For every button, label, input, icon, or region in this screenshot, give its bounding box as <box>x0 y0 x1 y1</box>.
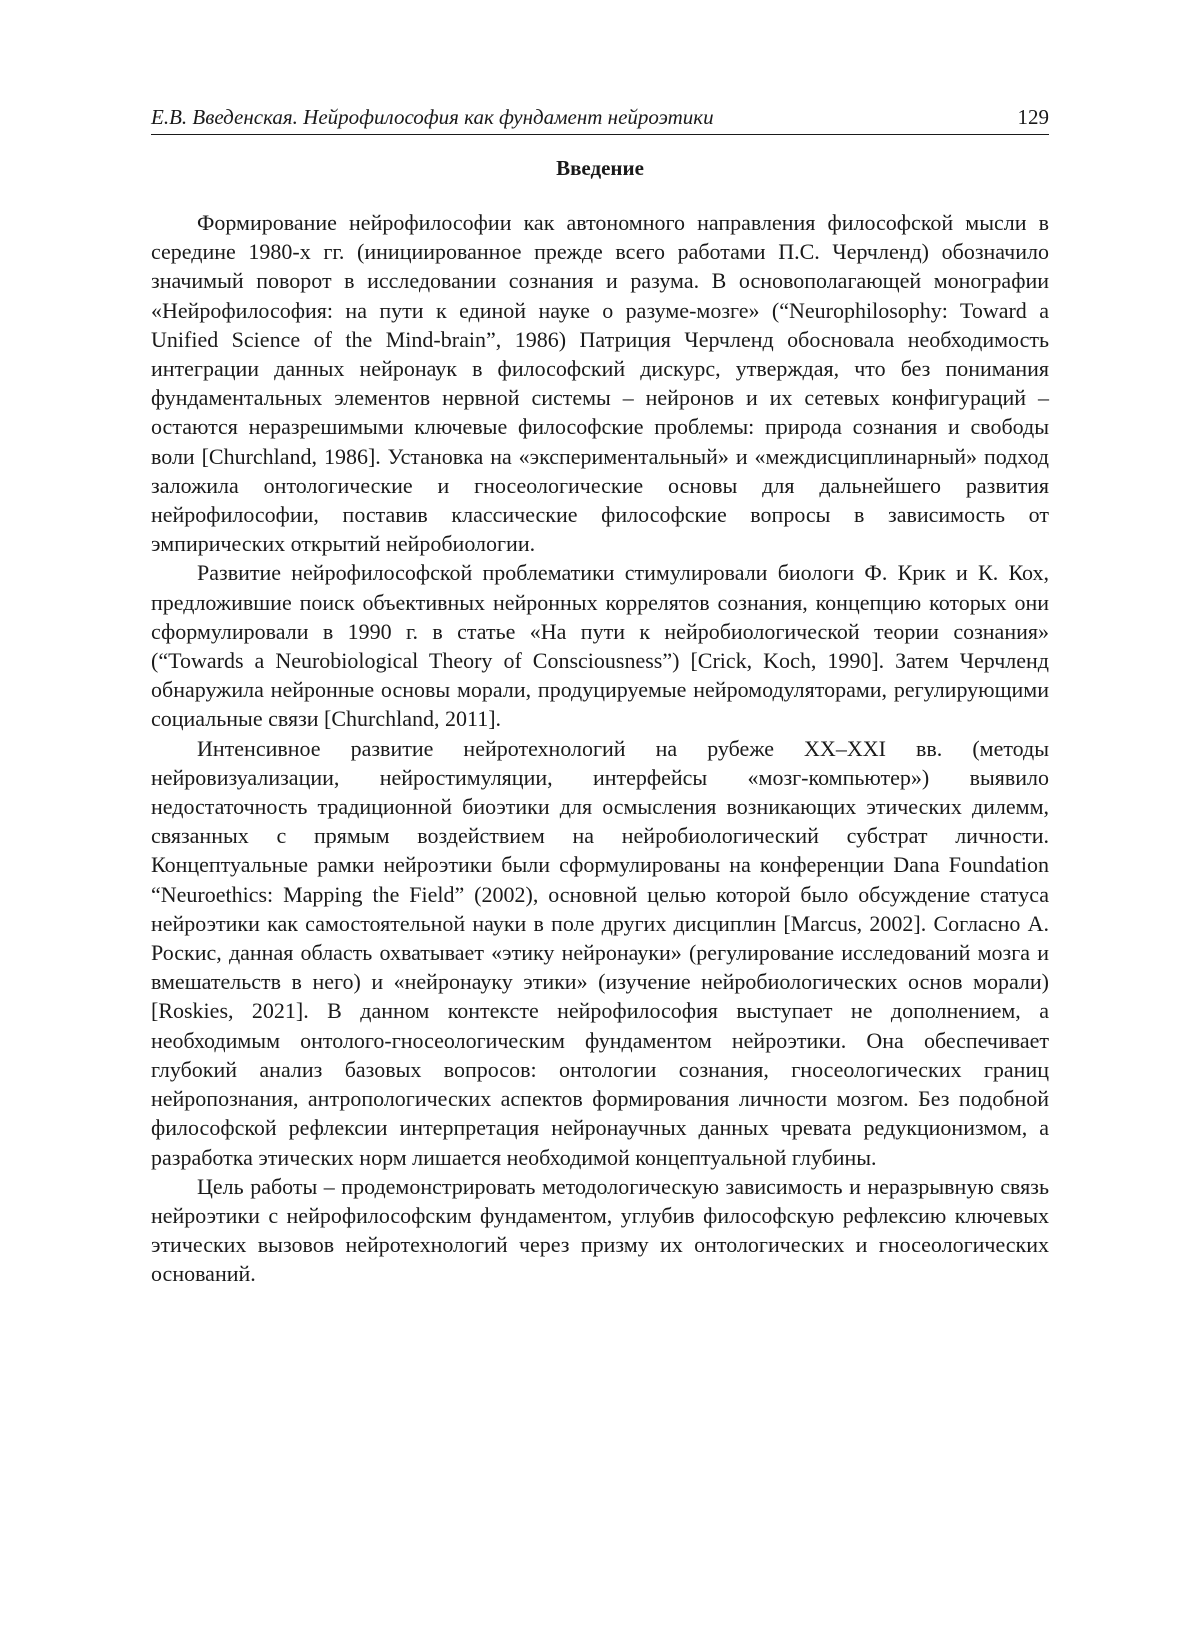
section-title: Введение <box>556 156 644 180</box>
running-title: Е.В. Введенская. Нейрофилософия как фундамент нейроэтики <box>151 105 714 129</box>
paragraph: Развитие нейрофилософской проблематики стимулировали биологи Ф. Крик и К. Кох, предложившие поиск объективных нейронных коррелятов сознания, концепцию которых они сформулировали в 1990 г. в статье «На пути к нейробиологической теории сознания» (“Towards a Neurobiological Theory of Consciousness”) [Crick, Koch, 1990]. Затем Черчленд обнаружила нейронные основы морали, продуцируемые нейромодуляторами, регулирующими социальные связи [Churchland, 2011]. <box>151 560 1049 732</box>
running-header <box>151 104 1049 135</box>
paragraph: Формирование нейрофилософии как автономного направления философской мысли в середине 1980-х гг. (инициированное прежде всего работами П.С. Черчленд) обозначило значимый поворот в исследовании сознания и разума. В основополагающей монографии «Нейрофилософия: на пути к единой науке о разуме-мозге» (“Neurophilosophy: Toward a Unified Science of the Mind-brain”, 1986) Патриция Черчленд обосновала необходимость интеграции данных нейронаук в философский дискурс, утверждая, что без понимания фундаментальных элементов нервной системы – нейронов и их сетевых конфигураций – остаются неразрешимыми ключевые философские проблемы: природа сознания и свободы воли [Churchland, 1986]. Установка на «экспериментальный» и «междисциплинарный» подход заложила онтологические и гносеологические основы для дальнейшего развития нейрофилософии, поставив классические философские вопросы в зависимость от эмпирических открытий нейробиологии. <box>151 210 1049 557</box>
page-number: 129 <box>1017 105 1049 129</box>
body-text <box>151 208 1049 1289</box>
page <box>151 104 1049 1289</box>
paragraph: Интенсивное развитие нейротехнологий на рубеже XX–XXI вв. (методы нейровизуализации, нейростимуляции, интерфейсы «мозг-компьютер») выявило недостаточность традиционной биоэтики для осмысления возникающих этических дилемм, связанных с прямым воздействием на нейробиологический субстрат личности. Концептуальные рамки нейроэтики были сформулированы на конференции Dana Foundation “Neuroethics: Mapping the Field” (2002), основной целью которой было обсуждение статуса нейроэтики как самостоятельной науки в поле других дисциплин [Marcus, 2002]. Согласно А. Роскис, данная область охватывает «этику нейронауки» (регулирование исследований мозга и вмешательств в него) и «нейронауку этики» (изучение нейробиологических основ морали) [Roskies, 2021]. В данном контексте нейрофилософия выступает не дополнением, а необходимым онтолого-гносеологическим фундаментом нейроэтики. Она обеспечивает глубокий анализ базовых вопросов: онтологии сознания, гносеологических границ нейропознания, антропологических аспектов формирования личности мозгом. Без подобной философской рефлексии интерпретация нейронаучных данных чревата редукционизмом, а разработка этических норм лишается необходимой концептуальной глубины. <box>151 735 1049 1170</box>
paragraph: Цель работы – продемонстрировать методологическую зависимость и неразрывную связь нейроэтики с нейрофилософским фундаментом, углубив философскую рефлексию ключевых этических вызовов нейротехнологий через призму их онтологических и гносеологических оснований. <box>151 1173 1049 1287</box>
